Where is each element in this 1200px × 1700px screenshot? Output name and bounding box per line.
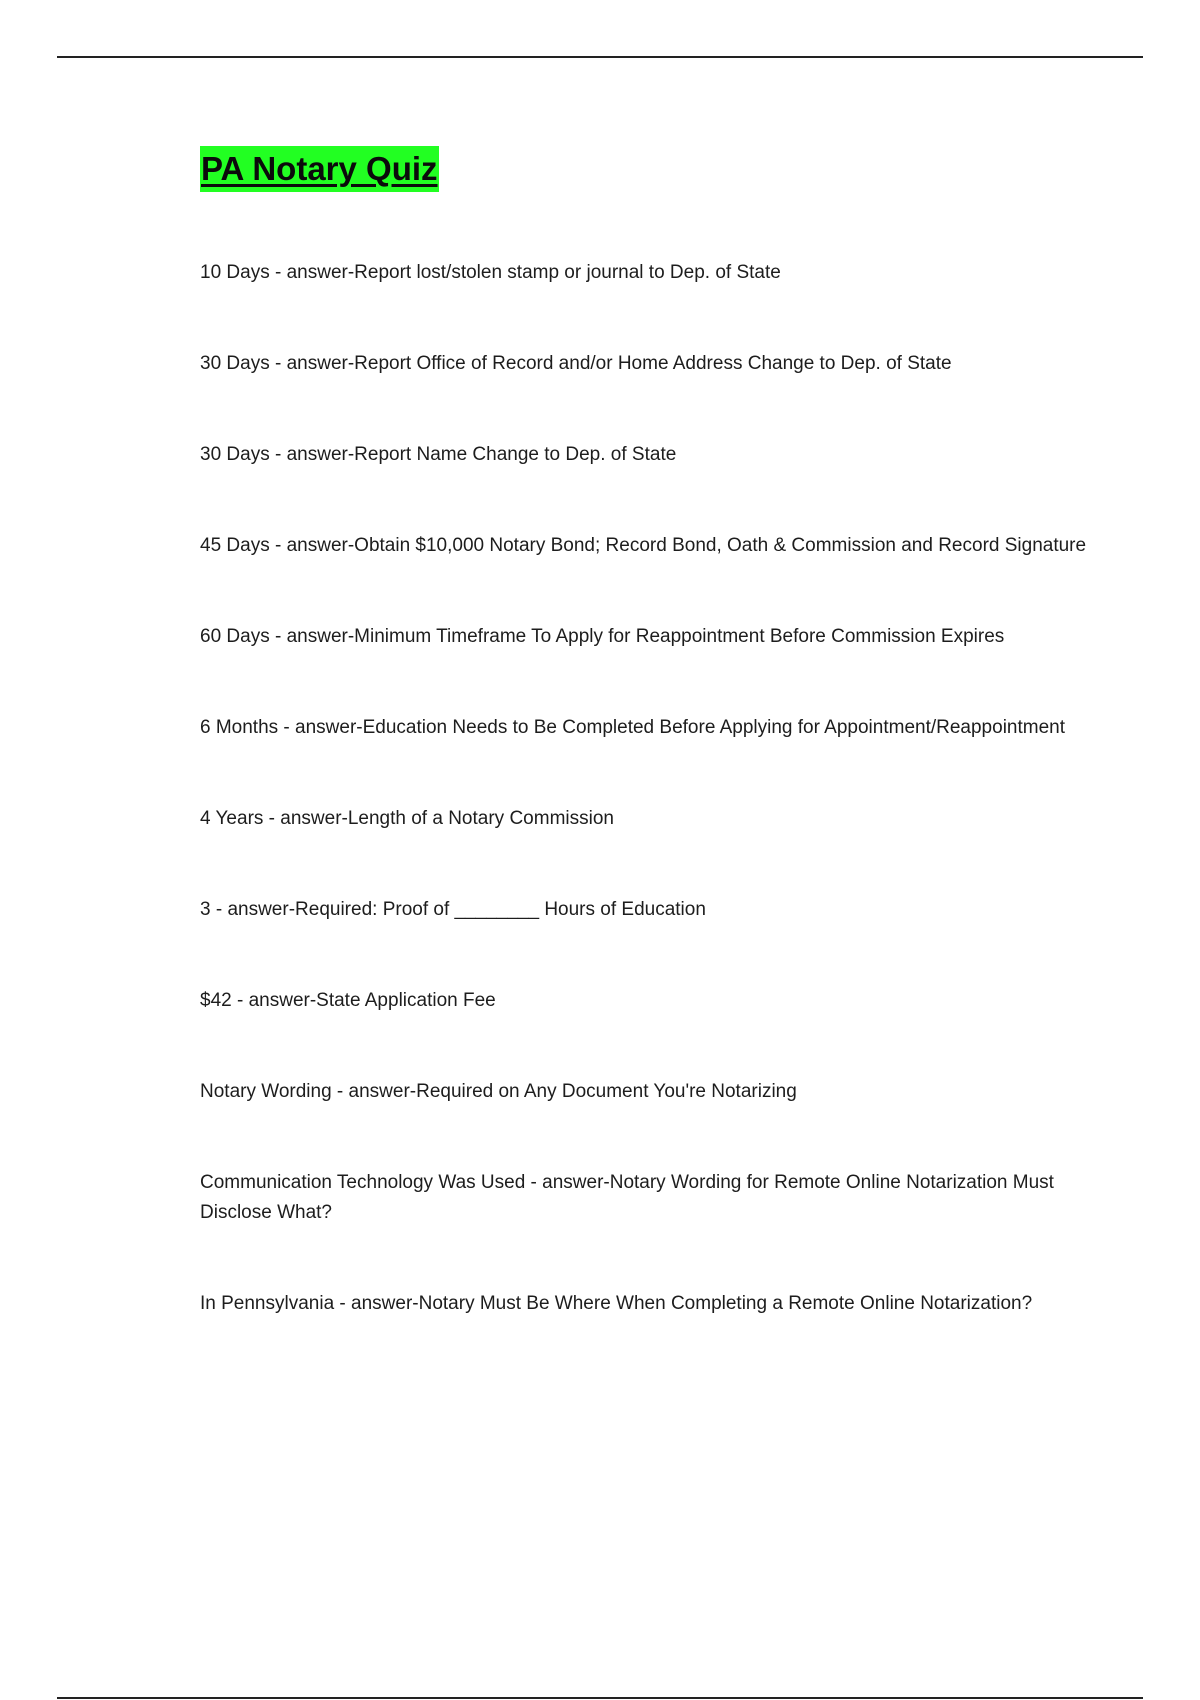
qa-item: 4 Years - answer-Length of a Notary Commission	[200, 808, 614, 829]
header-rule	[57, 56, 1143, 58]
qa-item: 3 - answer-Required: Proof of ________ Hours of Education	[200, 899, 706, 920]
qa-item: In Pennsylvania - answer-Notary Must Be Where When Completing a Remote Online Notarization?	[200, 1293, 1033, 1314]
qa-item: 30 Days - answer-Report Name Change to Dep. of State	[200, 444, 677, 465]
qa-item: 10 Days - answer-Report lost/stolen stamp or journal to Dep. of State	[200, 262, 781, 283]
qa-item: 60 Days - answer-Minimum Timeframe To Apply for Reappointment Before Commission Expires	[200, 626, 1005, 647]
footer-rule	[57, 1697, 1143, 1699]
qa-item: $42 - answer-State Application Fee	[200, 990, 496, 1011]
qa-item: 45 Days - answer-Obtain $10,000 Notary Bond; Record Bond, Oath & Commission and Record Signature	[200, 535, 1087, 556]
document-body	[200, 146, 1100, 1314]
qa-item: Communication Technology Was Used - answer-Notary Wording for Remote Online Notarization Must Disclose What?	[200, 1172, 1054, 1223]
document-title: PA Notary Quiz	[200, 146, 439, 192]
qa-list	[200, 258, 1100, 1380]
qa-item: Notary Wording - answer-Required on Any Document You're Notarizing	[200, 1081, 797, 1102]
qa-item: 6 Months - answer-Education Needs to Be Completed Before Applying for Appointment/Reappointment	[200, 717, 1066, 738]
qa-item: 30 Days - answer-Report Office of Record and/or Home Address Change to Dep. of State	[200, 353, 952, 374]
